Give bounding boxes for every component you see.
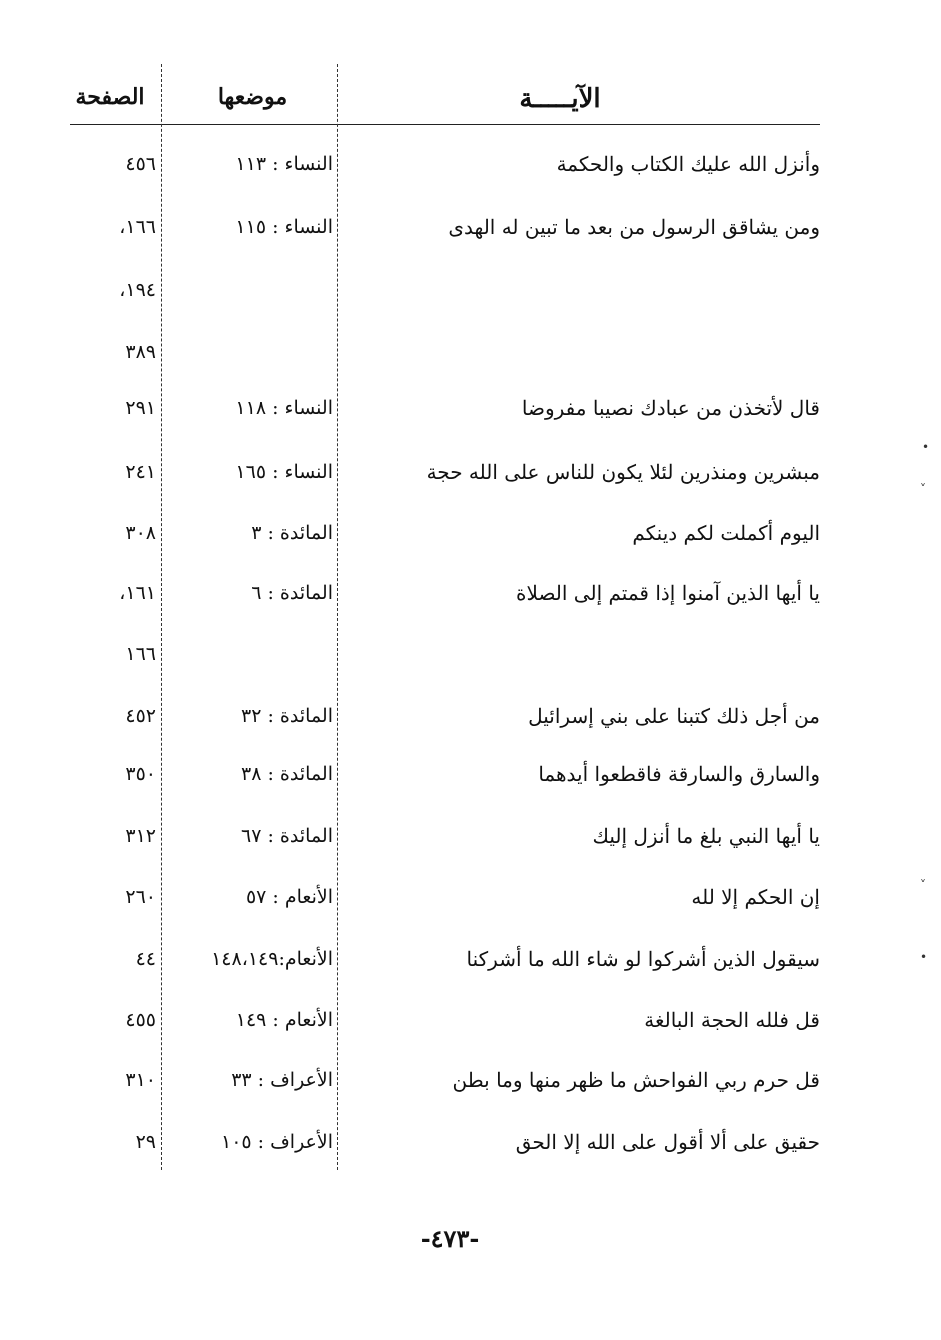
ayah-location: الأنعام : ١٤٩ bbox=[235, 1009, 333, 1031]
ayah-text: حقيق على ألا أقول على الله إلا الحق bbox=[515, 1130, 820, 1154]
margin-mark: • bbox=[922, 440, 930, 454]
page-reference: ٢٤١ bbox=[125, 461, 156, 483]
header-ayah: الآيـــــة bbox=[519, 84, 601, 114]
ayah-text bbox=[350, 634, 820, 674]
header-location: موضعها bbox=[217, 84, 288, 110]
ayah-text: قل فلله الحجة البالغة bbox=[644, 1008, 820, 1032]
ayah-text bbox=[350, 270, 820, 310]
ayah-location: المائدة : ٦ bbox=[251, 582, 333, 604]
ayah-location: المائدة : ٦٧ bbox=[241, 825, 333, 847]
page-reference: ٤٥٥ bbox=[125, 1009, 156, 1031]
page-reference: ١٦٦ bbox=[125, 643, 156, 665]
page-reference: ٣١٠ bbox=[125, 1069, 156, 1091]
ayah-location: المائدة : ٣٨ bbox=[241, 763, 333, 785]
ayah-text: يا أيها النبي بلغ ما أنزل إليك bbox=[592, 824, 820, 848]
ayah-text: قل حرم ربي الفواحش ما ظهر منها وما بطن bbox=[452, 1068, 820, 1092]
ayah-location: النساء : ١١٣ bbox=[235, 153, 333, 175]
header-page: الصفحة bbox=[75, 84, 145, 110]
table-row bbox=[0, 452, 941, 492]
table-row bbox=[0, 634, 941, 674]
ayah-location: النساء : ١١٥ bbox=[235, 216, 333, 238]
ayah-text: وأنزل الله عليك الكتاب والحكمة bbox=[556, 152, 820, 176]
table-row bbox=[0, 696, 941, 736]
ayah-text: إن الحكم إلا لله bbox=[691, 885, 820, 909]
page-reference: ١٦٦، bbox=[119, 216, 156, 238]
table-row bbox=[0, 513, 941, 553]
table-row bbox=[0, 1000, 941, 1040]
page-number: -٤٧٣- bbox=[420, 1224, 480, 1253]
table-row bbox=[0, 144, 941, 184]
ayah-location: الأنعام:١٤٨،١٤٩ bbox=[211, 948, 333, 970]
table-row bbox=[0, 573, 941, 613]
ayah-text: يا أيها الذين آمنوا إذا قمتم إلى الصلاة bbox=[516, 581, 820, 605]
page-reference: ٤٥٢ bbox=[125, 705, 156, 727]
table-row bbox=[0, 754, 941, 794]
ayah-text: اليوم أكملت لكم دينكم bbox=[632, 521, 820, 545]
ayah-text: سيقول الذين أشركوا لو شاء الله ما أشركنا bbox=[466, 947, 820, 971]
ayah-location: المائدة : ٣٢ bbox=[241, 705, 333, 727]
margin-mark: ˅ bbox=[920, 878, 926, 892]
table-row bbox=[0, 388, 941, 428]
ayah-location bbox=[168, 332, 333, 372]
table-row bbox=[0, 877, 941, 917]
page-reference: ٤٤ bbox=[135, 948, 156, 970]
ayah-text: قال لأتخذن من عبادك نصيبا مفروضا bbox=[521, 396, 820, 420]
table-row bbox=[0, 207, 941, 247]
table-row bbox=[0, 816, 941, 856]
ayah-location: الأعراف : ٣٣ bbox=[231, 1069, 333, 1091]
ayah-location: النساء : ١١٨ bbox=[235, 397, 333, 419]
ayah-location bbox=[168, 270, 333, 310]
ayah-location bbox=[168, 634, 333, 674]
page-reference: ٢٦٠ bbox=[125, 886, 156, 908]
ayah-text: والسارق والسارقة فاقطعوا أيدهما bbox=[538, 762, 820, 786]
table-row bbox=[0, 332, 941, 372]
page-reference: ٣٨٩ bbox=[125, 341, 156, 363]
ayah-text: من أجل ذلك كتبنا على بني إسرائيل bbox=[528, 704, 820, 728]
table-row bbox=[0, 1060, 941, 1100]
table-row bbox=[0, 270, 941, 310]
page-reference: ١٩٤، bbox=[119, 279, 156, 301]
ayah-location: المائدة : ٣ bbox=[251, 522, 333, 544]
margin-mark: • bbox=[920, 950, 928, 964]
page-reference: ٤٥٦ bbox=[125, 153, 156, 175]
page-reference: ٢٩١ bbox=[125, 397, 156, 419]
page-reference: ١٦١، bbox=[119, 582, 156, 604]
table-row bbox=[0, 939, 941, 979]
ayah-text bbox=[350, 332, 820, 372]
page-reference: ٣٥٠ bbox=[125, 763, 156, 785]
header-divider bbox=[70, 124, 820, 125]
ayah-location: الأنعام : ٥٧ bbox=[245, 886, 333, 908]
ayah-text: مبشرين ومنذرين لئلا يكون للناس على الله حجة bbox=[426, 460, 820, 484]
ayah-text: ومن يشاقق الرسول من بعد ما تبين له الهدى bbox=[448, 215, 820, 239]
ayah-location: الأعراف : ١٠٥ bbox=[220, 1131, 333, 1153]
table-row bbox=[0, 1122, 941, 1162]
ayah-location: النساء : ١٦٥ bbox=[235, 461, 333, 483]
page-reference: ٢٩ bbox=[135, 1131, 156, 1153]
page-reference: ٣١٢ bbox=[125, 825, 156, 847]
page-reference: ٣٠٨ bbox=[125, 522, 156, 544]
margin-mark: ˅ bbox=[920, 482, 926, 496]
